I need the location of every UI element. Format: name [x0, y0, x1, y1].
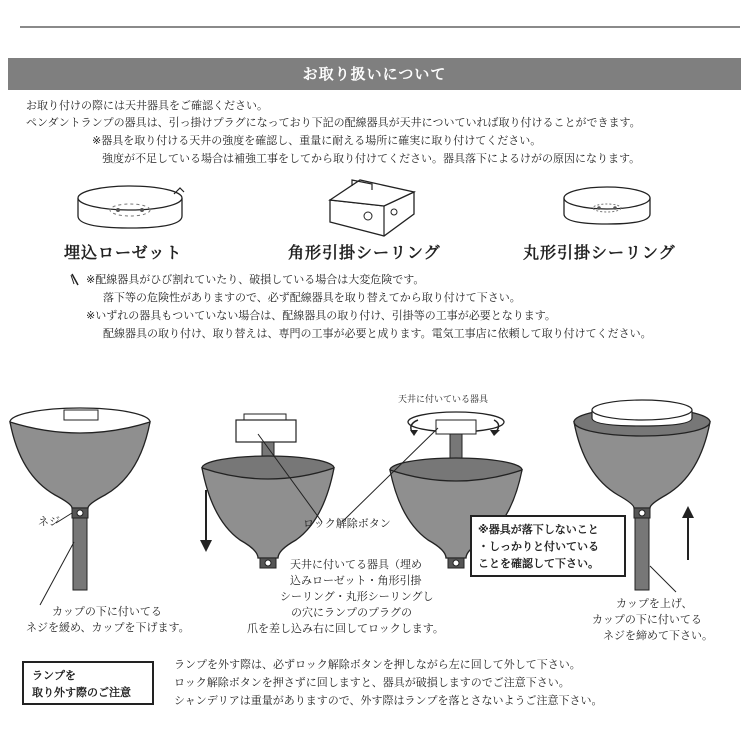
removal-box-line-1: ランプを: [32, 669, 76, 682]
step2-line-4: の穴にランプのプラグの: [291, 606, 412, 619]
embedded-rosette-illustration: [70, 180, 190, 240]
intro-line-4: 強度が不足している場合は補強工事をしてから取り付けてください。器具落下によるけがの原因になります。: [102, 152, 641, 165]
lock-button-label: ロック解除ボタン: [303, 517, 391, 530]
fixture-label-square-ceiling: 角形引掛シーリング: [288, 243, 441, 262]
warning-line-4: 配線器具の取り付け、取り替えは、専門の工事が必要と成ります。電気工事店に依頼して取り付けてください。: [103, 327, 652, 340]
notice-line-1: ※器具が落下しないこと: [478, 523, 599, 536]
notice-line-2: ・しっかりと付いている: [478, 540, 599, 553]
step3-line-3: ネジを締めて下さい。: [603, 629, 713, 642]
removal-caution-box: [22, 661, 154, 705]
step2-line-5: 爪を差し込み右に回してロックします。: [247, 622, 444, 635]
notice-line-3: ことを確認して下さい。: [478, 557, 599, 570]
warning-line-2: 落下等の危険性がありますので、必ず配線器具を取り替えてから取り付けて下さい。: [103, 291, 521, 304]
screw-label: ネジ: [38, 515, 60, 528]
removal-line-2: ロック解除ボタンを押さずに回しますと、器具が破損しますのでご注意下さい。: [174, 676, 570, 689]
lamp-1-illustration: [10, 408, 150, 605]
step1-line-1: カップの下に付いてる: [52, 605, 162, 618]
step2-line-1: 天井に付いてる器具（埋め: [290, 558, 422, 571]
page-title: お取り扱いについて: [8, 58, 741, 90]
square-ceiling-illustration: [322, 172, 422, 244]
step2-line-2: 込みローゼット・角形引掛: [290, 574, 422, 587]
caution-icon: [68, 272, 82, 288]
step1-line-2: ネジを緩め、カップを下げます。: [26, 621, 190, 634]
lamp-2-illustration: [202, 414, 334, 568]
removal-box-line-2: 取り外す際のご注意: [32, 686, 131, 699]
round-ceiling-illustration: [552, 178, 662, 238]
removal-line-3: シャンデリアは重量がありますので、外す際はランプを落とさないようご注意下さい。: [174, 694, 603, 707]
safety-notice-box: [470, 515, 626, 577]
removal-line-1: ランプを外す際は、必ずロック解除ボタンを押しながら左に回して外して下さい。: [174, 658, 581, 671]
step2-line-3: シーリング・丸形シーリングし: [280, 590, 434, 603]
step3-line-2: カップの下に付いてる: [592, 613, 702, 626]
intro-line-3: ※器具を取り付ける天井の強度を確認し、重量に耐える場所に確実に取り付けてください。: [92, 134, 542, 147]
warning-line-1: ※配線器具がひび割れていたり、破損している場合は大変危険です。: [86, 273, 425, 286]
intro-line-1: お取り付けの際には天井器具をご確認ください。: [26, 99, 268, 112]
intro-line-2: ペンダントランプの器具は、引っ掛けプラグになっており下記の配線器具が天井についていれば取り付けることができます。: [26, 116, 641, 129]
fixture-label-embedded-rosette: 埋込ローゼット: [64, 243, 183, 262]
top-divider: [20, 26, 740, 28]
fixture-label-round-ceiling: 丸形引掛シーリング: [523, 243, 676, 262]
warning-line-3: ※いずれの器具もついていない場合は、配線器具の取り付け、引掛等の工事が必要となります。: [86, 309, 556, 322]
step3-line-1: カップを上げ、: [616, 597, 693, 610]
ceiling-fixture-label: 天井に付いている器具: [398, 395, 489, 405]
